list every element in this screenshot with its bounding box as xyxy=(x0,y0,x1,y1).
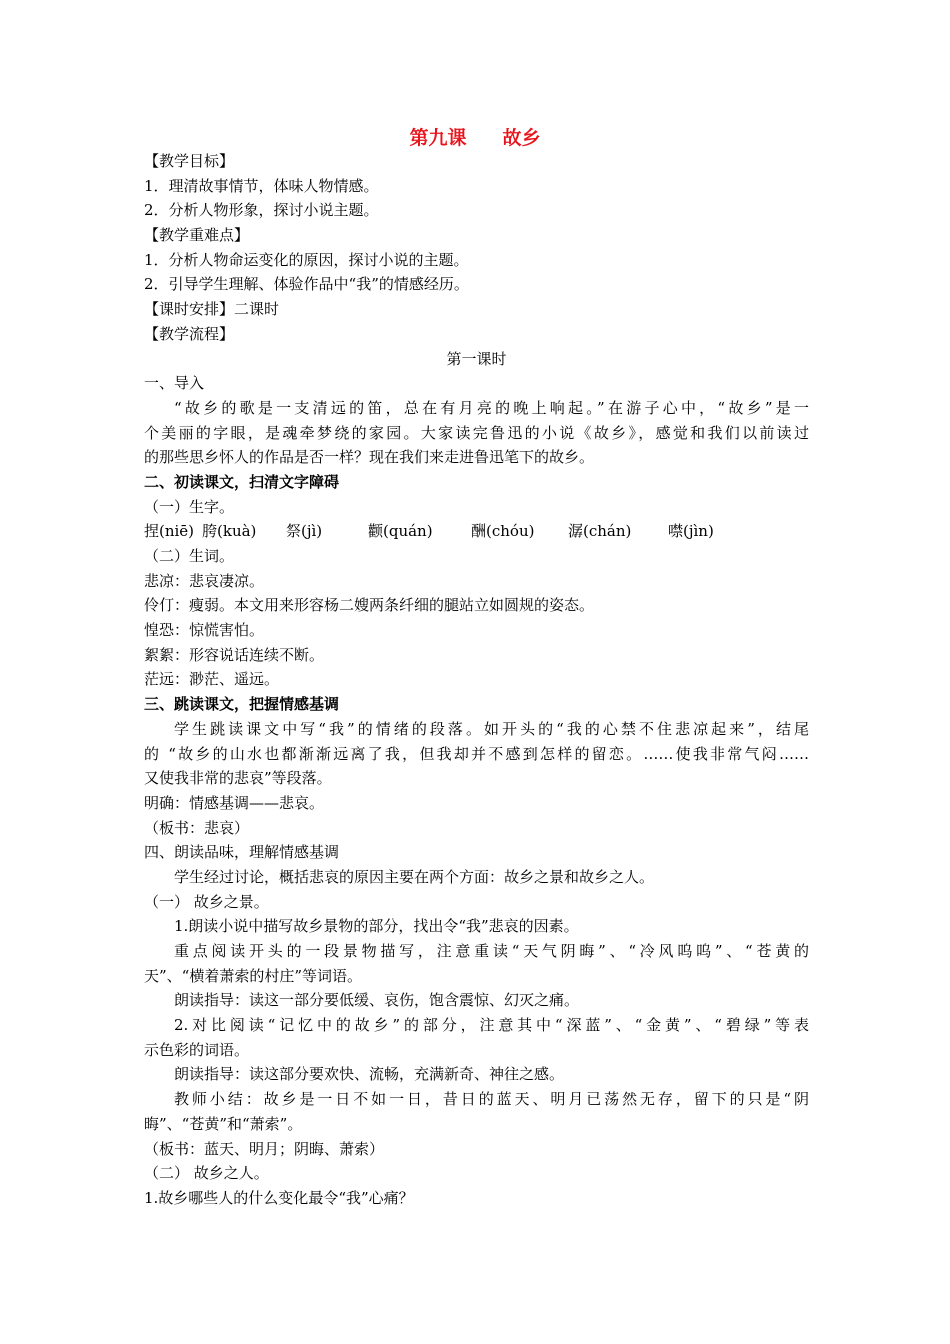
pinyin-item: 噤(jìn) xyxy=(668,522,714,541)
text-line: （板书：悲哀） xyxy=(144,818,250,837)
text-line: 【教学重难点】 xyxy=(144,226,250,245)
text-line: 1.朗读小说中描写故乡景物的部分，找出令“我”悲哀的因素。 xyxy=(174,917,579,936)
text-line: （二） 故乡之人。 xyxy=(144,1164,269,1183)
text-line: 天”、“横着萧索的村庄”等词语。 xyxy=(144,966,363,985)
text-line: （板书：蓝天、明月；阴晦、萧索） xyxy=(144,1139,385,1158)
text-line: 1.故乡哪些人的什么变化最令“我”心痛？ xyxy=(144,1188,414,1207)
text-line: 伶仃：瘦弱。本文用来形容杨二嫂两条纤细的腿站立如圆规的姿态。 xyxy=(144,596,595,615)
text-line: 【教学目标】 xyxy=(144,152,235,170)
vocab-pinyin-row xyxy=(144,519,809,544)
lesson-title xyxy=(0,124,950,152)
text-line: 教师小结：故乡是一日不如一日，昔日的蓝天、明月已荡然无存，留下的只是“阴 xyxy=(174,1090,809,1109)
text-line: 个美丽的字眼，是魂牵梦绕的家园。大家读完鲁迅的小说《故乡》，感觉和我们以前读过 xyxy=(144,423,809,442)
text-line: 【教学流程】 xyxy=(144,324,235,343)
text-line: 三、跳读课文，把握情感基调 xyxy=(144,695,340,714)
pinyin-item: 胯(kuà) xyxy=(202,522,257,541)
text-line: （一）生字。 xyxy=(144,497,235,516)
pinyin-item: 祭(jì) xyxy=(286,522,323,541)
text-line: 第一课时 xyxy=(446,349,507,368)
text-line: 惶恐：惊慌害怕。 xyxy=(144,621,265,640)
pinyin-item: 潺(chán) xyxy=(568,522,632,541)
text-line: 2．引导学生理解、体验作品中“我”的情感经历。 xyxy=(144,275,469,294)
text-line: 朗读指导：读这部分要欢快、流畅，充满新奇、神往之感。 xyxy=(174,1065,565,1084)
text-line: 学生经过讨论，概括悲哀的原因主要在两个方面：故乡之景和故乡之人。 xyxy=(174,867,655,886)
text-line: 絮絮：形容说话连续不断。 xyxy=(144,645,325,664)
text-line: 四、朗读品味，理解情感基调 xyxy=(144,843,340,862)
text-line: 【课时安排】二课时 xyxy=(144,300,280,319)
pinyin-item: 颧(quán) xyxy=(368,522,433,541)
text-line: 2.对比阅读“记忆中的故乡”的部分，注意其中“深蓝”、“金黄”、“碧绿”等表 xyxy=(174,1016,809,1035)
text-line: 二、初读课文，扫清文字障碍 xyxy=(144,472,340,491)
text-line: 的 “故乡的山水也都渐渐远离了我，但我却并不感到怎样的留恋。……使我非常气闷…… xyxy=(144,744,809,763)
text-line: （二）生词。 xyxy=(144,547,235,565)
text-line: 茫远：渺茫、遥远。 xyxy=(144,670,280,689)
document-body xyxy=(144,149,809,1211)
text-line: 重点阅读开头的一段景物描写，注意重读“天气阴晦”、“冷风呜呜”、“苍黄的 xyxy=(174,942,809,960)
text-line: 明确：情感基调——悲哀。 xyxy=(144,793,325,812)
text-line: 悲凉：悲哀凄凉。 xyxy=(144,571,265,590)
text-line: 学生跳读课文中写“我”的情绪的段落。如开头的“我的心禁不住悲凉起来”，结尾 xyxy=(174,719,809,738)
text-line: 朗读指导：读这一部分要低缓、哀伤，饱含震惊、幻灭之痛。 xyxy=(174,991,580,1010)
lesson-number: 第九课 xyxy=(409,127,467,149)
pinyin-item: 捏(niē) xyxy=(144,522,195,541)
text-line: 的那些思乡怀人的作品是否一样？现在我们来走进鲁迅笔下的故乡。 xyxy=(144,448,595,467)
text-line: 示色彩的词语。 xyxy=(144,1040,250,1059)
text-line: 1．分析人物命运变化的原因，探讨小说的主题。 xyxy=(144,250,469,269)
text-line: 一、导入 xyxy=(144,374,205,393)
text-line: （一） 故乡之景。 xyxy=(144,892,269,911)
lesson-name: 故乡 xyxy=(502,127,541,149)
pinyin-item: 酬(chóu) xyxy=(471,522,535,541)
text-line: 2．分析人物形象，探讨小说主题。 xyxy=(144,201,379,220)
text-line: 晦”、“苍黄”和“萧索”。 xyxy=(144,1114,303,1133)
text-line: 又使我非常的悲哀”等段落。 xyxy=(144,769,332,788)
text-line: “故乡的歌是一支清远的笛，总在有月亮的晚上响起。”在游子心中，“故乡”是一 xyxy=(174,398,809,417)
text-line: 1．理清故事情节，体味人物情感。 xyxy=(144,176,379,195)
